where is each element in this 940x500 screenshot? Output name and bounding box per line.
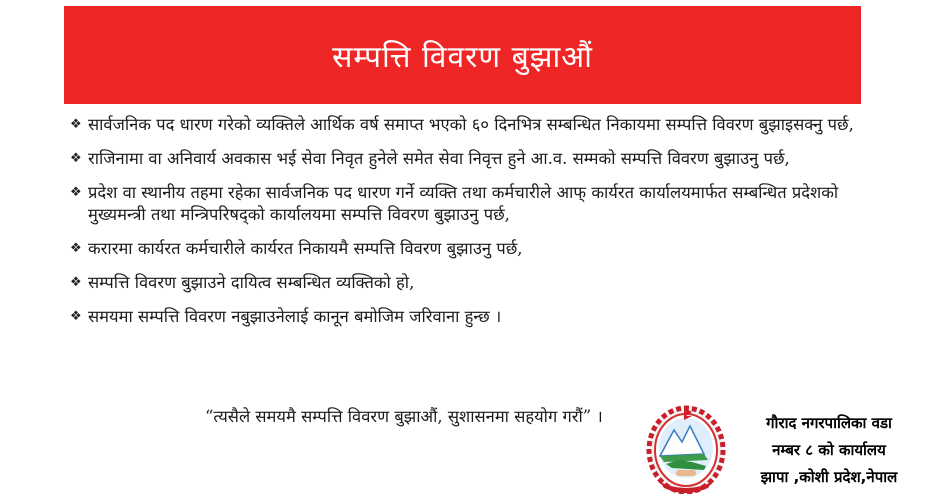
slogan: “त्यसैले समयमै सम्पत्ति विवरण बुझाऔं, सुशासनमा सहयोग गरौं” । (205, 407, 603, 426)
rules-list (70, 114, 860, 340)
page-title: सम्पत्ति विवरण बुझाऔं (332, 39, 593, 75)
list-item (70, 182, 860, 226)
diamond-bullet-icon: ❖ (70, 185, 82, 200)
list-item-text: प्रदेश वा स्थानीय तहमा रहेका सार्वजनिक पद धारण गर्ने व्यक्ति तथा कर्मचारीले आफ्‌ कार्यरत कार्यालयमार्फत सम्बन्धित प्रदेशको मुख्यमन्त्री तथा मन्त्रिपरिषद्‌को कार्यालयमा सम्पत्ति विवरण बुझाउनु पर्छ, (88, 183, 839, 224)
nepal-emblem-icon (646, 404, 726, 494)
office-name-line: गौराद नगरपालिका वडा (766, 414, 892, 432)
diamond-bullet-icon: ❖ (70, 309, 82, 324)
list-item (70, 238, 860, 260)
list-item (70, 306, 860, 328)
office-address (718, 410, 940, 491)
list-item-text: करारमा कार्यरत कर्मचारीले कार्यरत निकायमै सम्पत्ति विवरण बुझाउनु पर्छ, (88, 239, 523, 258)
diamond-bullet-icon: ❖ (70, 117, 82, 132)
title-banner (64, 6, 861, 104)
list-item (70, 148, 860, 170)
diamond-bullet-icon: ❖ (70, 241, 82, 256)
diamond-bullet-icon: ❖ (70, 275, 82, 290)
list-item (70, 272, 860, 294)
office-location-line: झापा ,कोशी प्रदेश,नेपाल (760, 468, 898, 486)
diamond-bullet-icon: ❖ (70, 151, 82, 166)
office-ward-line: नम्बर ८ को कार्यालय (772, 441, 886, 459)
list-item-text: सम्पत्ति विवरण बुझाउने दायित्व सम्बन्धित व्यक्तिको हो, (88, 273, 415, 292)
list-item-text: राजिनामा वा अनिवार्य अवकास भई सेवा निवृत हुनेले समेत सेवा निवृत्त हुने आ.व. सम्मको सम्पत्ति विवरण बुझाउनु पर्छ, (88, 149, 790, 168)
list-item-text: समयमा सम्पत्ति विवरण नबुझाउनेलाई कानून बमोजिम जरिवाना हुन्छ । (88, 307, 502, 326)
list-item (70, 114, 860, 136)
list-item-text: सार्वजनिक पद धारण गरेको व्यक्तिले आर्थिक वर्ष समाप्त भएको ६० दिनभित्र सम्बन्धित निकायमा सम्पत्ति विवरण बुझाइसक्नु पर्छ, (88, 115, 854, 134)
